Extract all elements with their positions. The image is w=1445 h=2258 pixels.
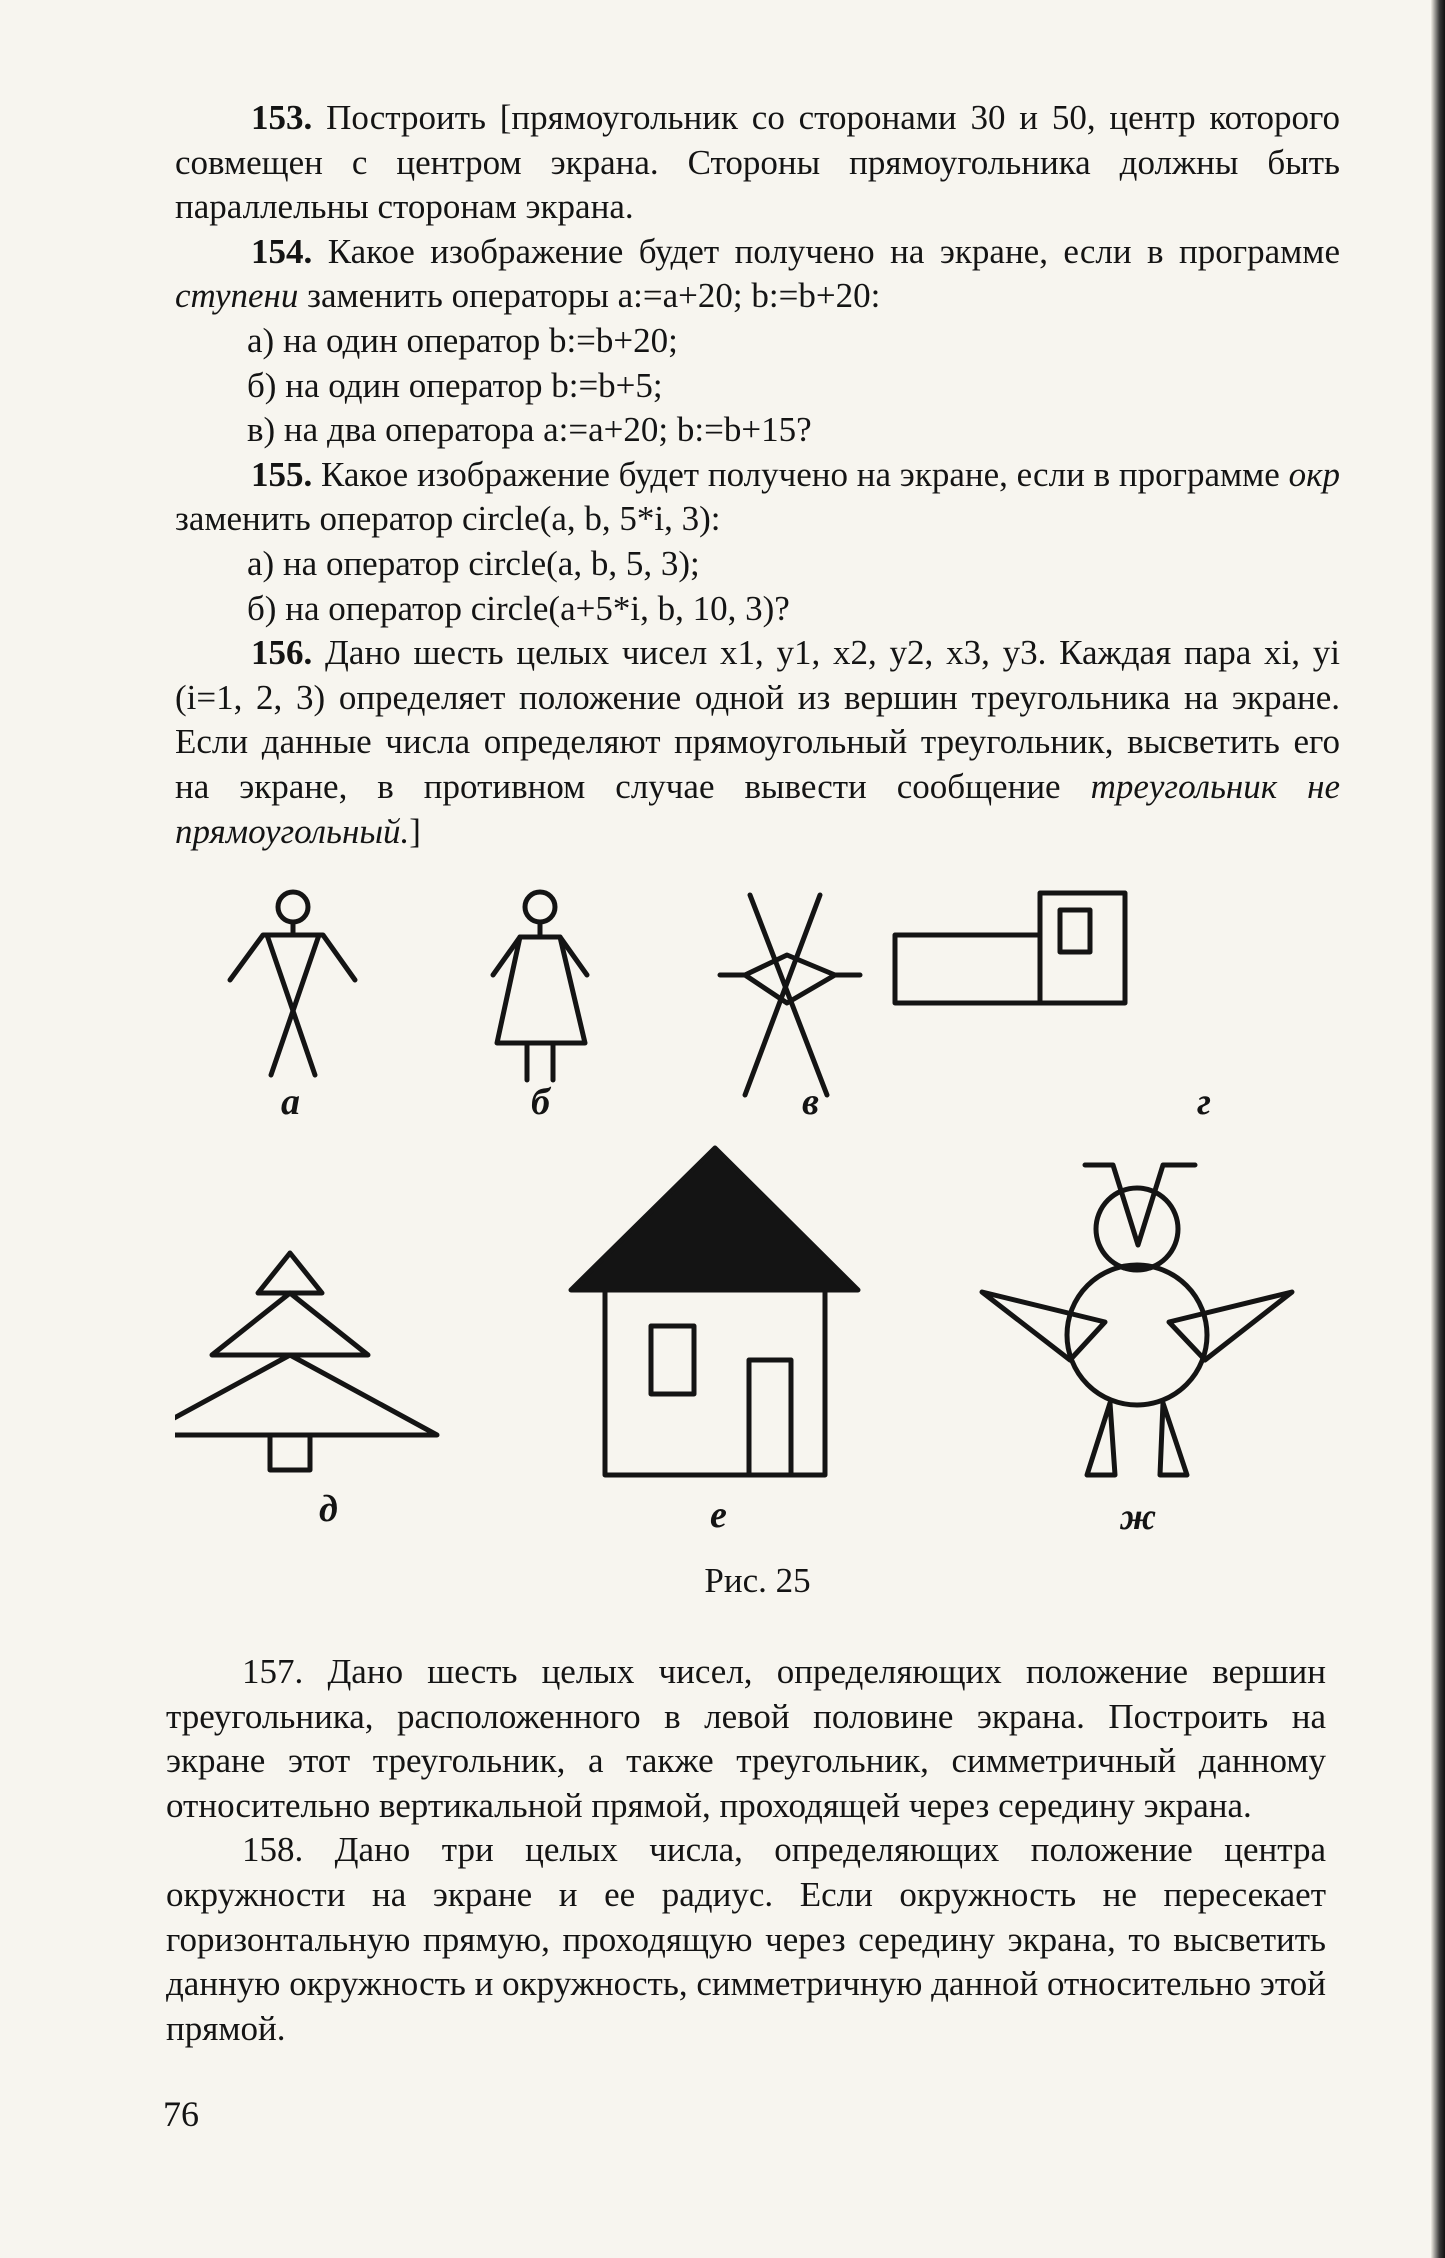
problem-155-text-a: Какое изображение будет получено на экране, если в программе	[321, 454, 1289, 494]
figure-label-b: б	[531, 1081, 550, 1123]
problem-157	[166, 1650, 1326, 1828]
problem-157-text: Дано шесть целых чисел, определяющих положение вершин треугольника, расположенного в левой половине экрана. Построить на экране этот треугольник, а также треугольник, симметричный данному относительно вертикальной прямой, проходящей через середину экрана.	[166, 1652, 1326, 1825]
problem-154-item-v: в) на два оператора a:=a+20; b:=b+15?	[247, 410, 812, 450]
figure-woman	[493, 892, 587, 1080]
problem-153	[175, 96, 1340, 230]
problem-155-number: 155.	[251, 454, 313, 494]
figure-label-v: в	[802, 1081, 819, 1123]
figure-caption: Рис. 25	[704, 1561, 811, 1600]
figure-man	[230, 892, 355, 1075]
problem-154-item-b: б) на один оператор b:=b+5;	[247, 365, 663, 405]
problem-155-item-b: б) на оператор circle(a+5*i, b, 10, 3)?	[247, 588, 790, 628]
problem-156	[175, 631, 1340, 854]
problem-154-item-a: а) на один оператор b:=b+20;	[247, 320, 678, 360]
problem-155-text-b: заменить оператор circle(a, b, 5*i, 3):	[175, 499, 721, 539]
problem-153-text: Построить [прямоугольник со сторонами 30 и 50, центр которого совмещен с центром экрана. Стороны прямоугольника должны быть параллельны сторонам экрана.	[175, 98, 1340, 227]
figure-label-a: а	[281, 1081, 300, 1123]
page-edge-shadow	[1431, 0, 1445, 2258]
figure-25	[175, 875, 1340, 1605]
problem-158-text: Дано три целых числа, определяющих положение центра окружности на экране и ее радиус. Если окружность не пересекает горизонтальную прямую, проходящую через середину экрана, то высветить данную окружность и окружность, симметричную данной относительно этой прямой.	[166, 1830, 1326, 2048]
problem-156-message: треугольник не прямоугольный.	[175, 766, 1340, 851]
figure-label-d: д	[319, 1488, 338, 1530]
figure-rectangles	[895, 893, 1125, 1003]
figure-label-g: г	[1197, 1081, 1212, 1123]
figure-bird	[982, 1165, 1292, 1475]
problem-154-text-a: Какое изображение будет получено на экране, если в программе	[327, 231, 1340, 271]
problem-154-program-name: ступени	[175, 276, 299, 316]
page-number: 76	[163, 2094, 199, 2134]
figure-house	[571, 1148, 858, 1475]
problem-156-text-b: ]	[409, 811, 421, 851]
figure-label-zh: ж	[1120, 1496, 1157, 1538]
problem-155-item-a: а) на оператор circle(a, b, 5, 3);	[247, 543, 700, 583]
problem-158	[166, 1828, 1326, 2051]
problem-155	[175, 453, 1340, 542]
problem-154-number: 154.	[251, 231, 313, 271]
problem-158-number: 158.	[242, 1830, 304, 1870]
problem-154	[175, 230, 1340, 319]
figure-label-e: е	[710, 1494, 727, 1536]
figure-25-drawing	[175, 875, 1340, 1555]
problem-156-number: 156.	[251, 633, 313, 673]
problem-156-text-a: Дано шесть целых чисел x1, y1, x2, y2, x3, y3. Каждая пара xi, yi (i=1, 2, 3) определяет положение одной из вершин треугольника на экране. Если данные числа определяют прямоугольный треугольник, высветить его на экране, в противном случае вывести сообщение	[175, 633, 1340, 806]
problem-153-number: 153.	[251, 98, 313, 137]
figure-tree	[175, 1253, 437, 1470]
problem-155-program-name: окр	[1288, 454, 1340, 494]
bottom-text-block	[166, 1650, 1326, 2051]
problem-154-text-b: заменить операторы a:=a+20; b:=b+20:	[298, 276, 881, 316]
top-text-block	[175, 96, 1340, 854]
problem-157-number: 157.	[242, 1652, 304, 1691]
figure-cross	[720, 895, 860, 1095]
